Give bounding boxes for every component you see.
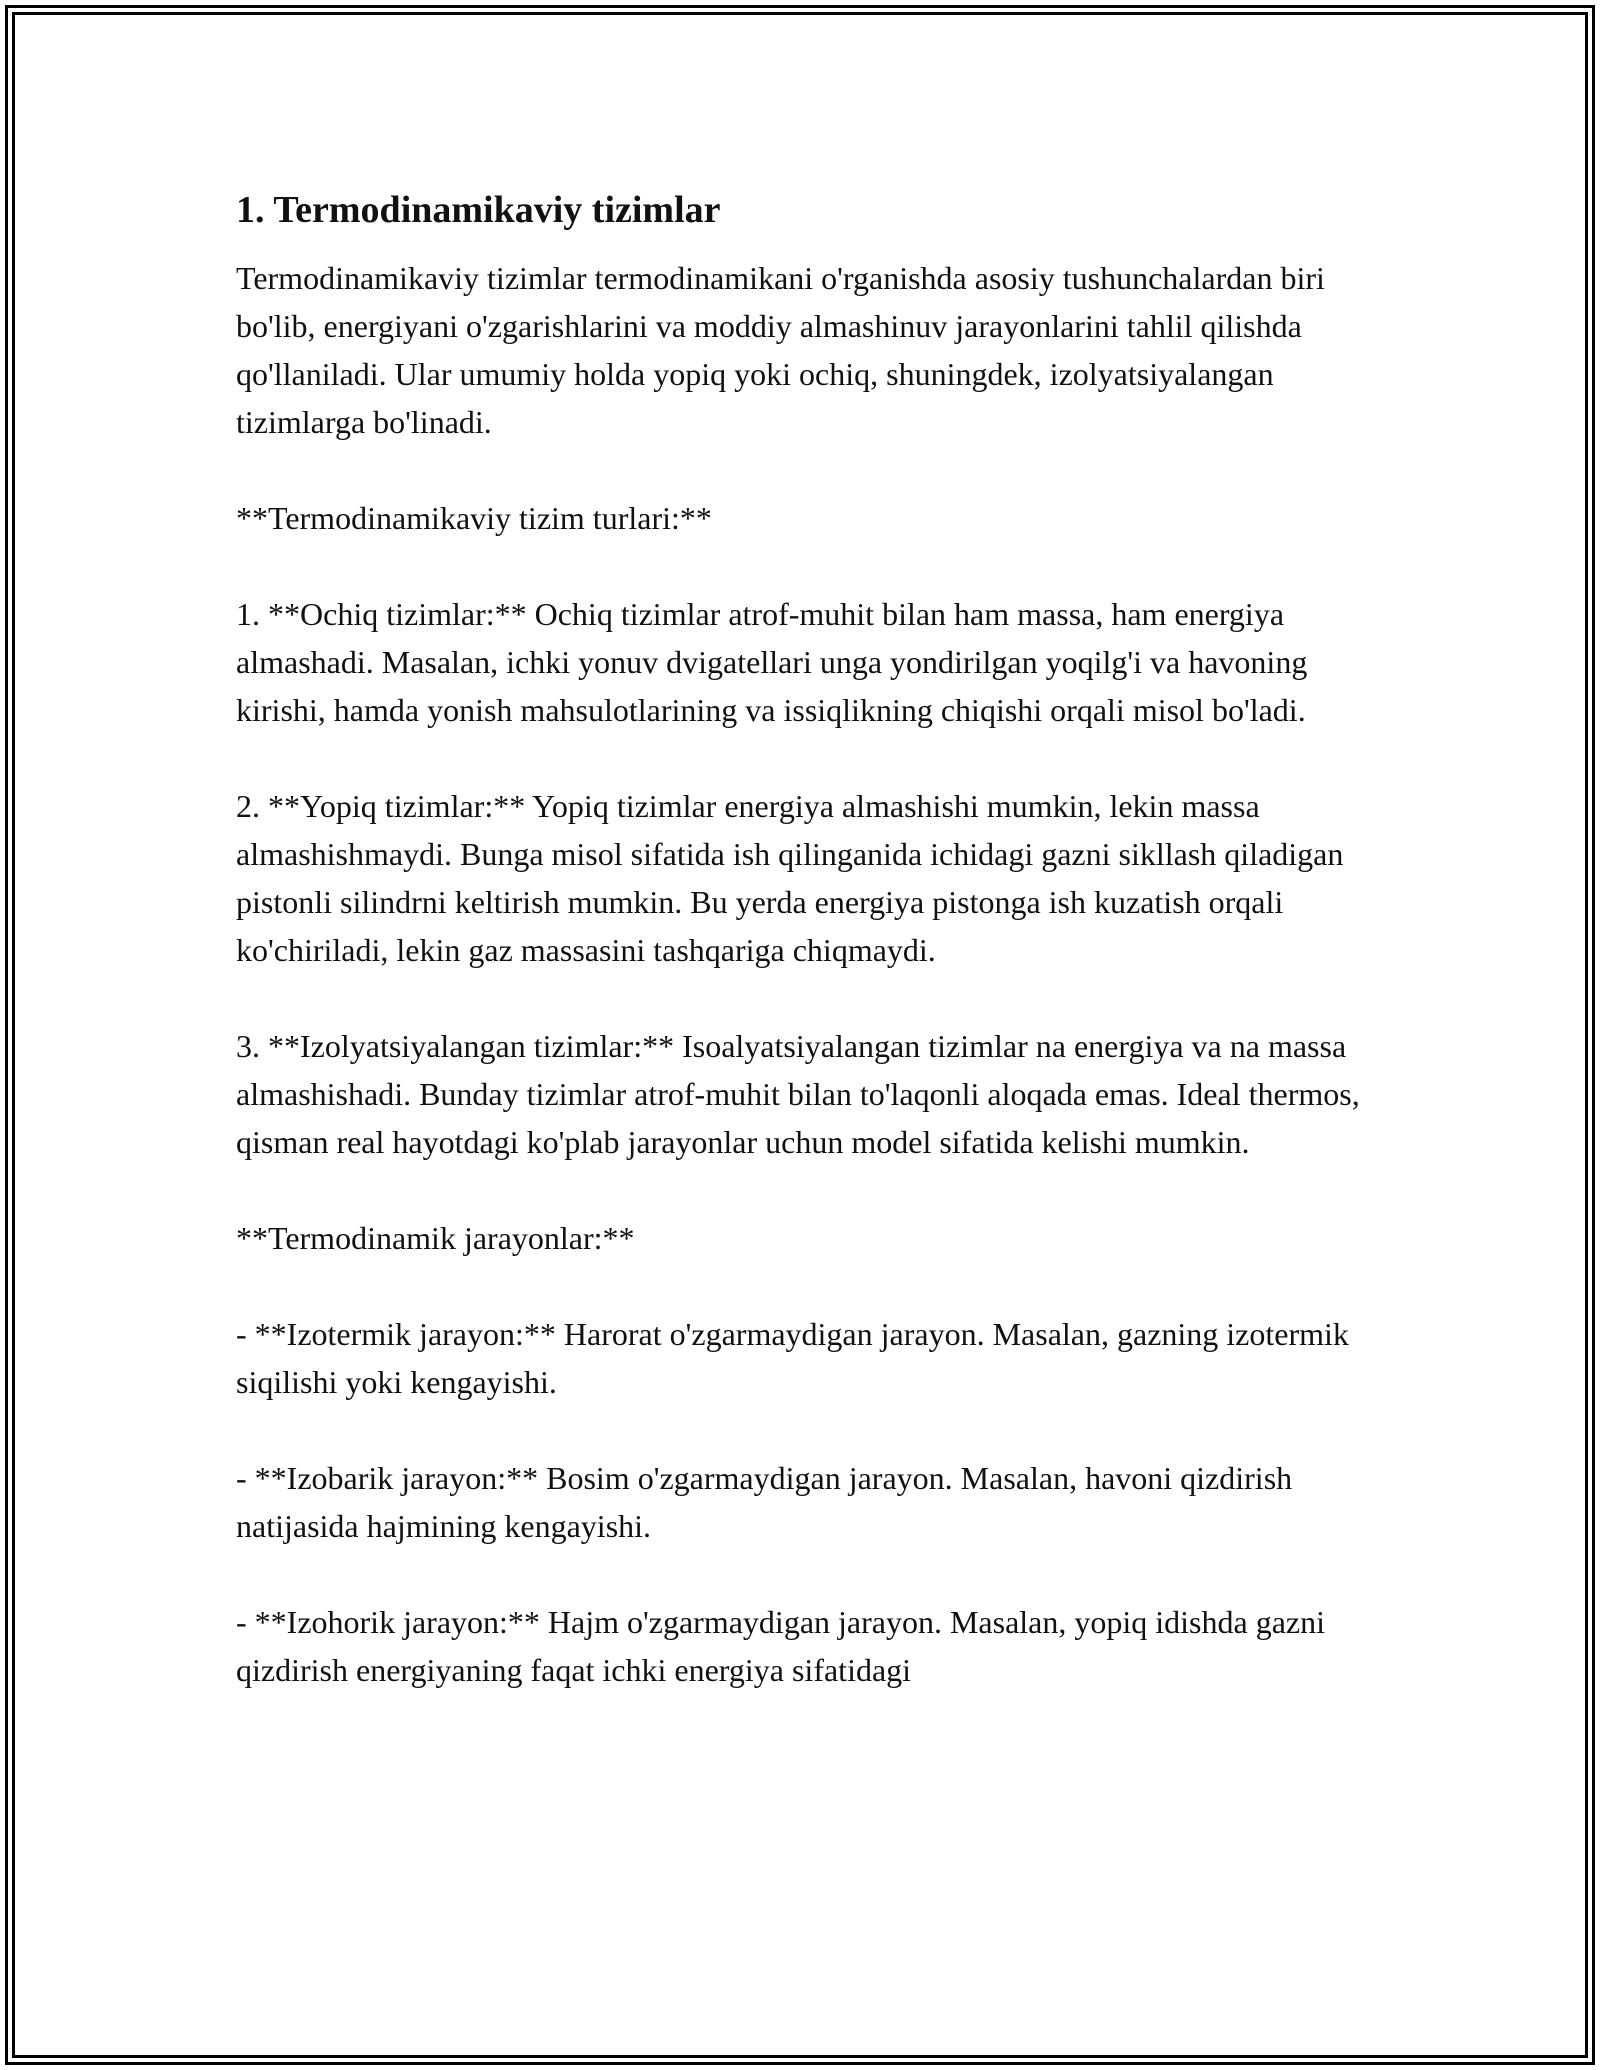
isobaric-process-item: - **Izobarik jarayon:** Bosim o'zgarmaydigan jarayon. Masalan, havoni qizdirish natijasida hajmining kengayishi.	[236, 1460, 1293, 1544]
open-systems-paragraph: 1. **Ochiq tizimlar:** Ochiq tizimlar atrof-muhit bilan ham massa, ham energiya almashadi. Masalan, ichki yonuv dvigatellari unga yondirilgan yoqilg'i va havoning kirishi, hamda yonish mahsulotlarining va issiqlikning chiqishi orqali misol bo'ladi.	[236, 596, 1308, 728]
intro-paragraph: Termodinamikaviy tizimlar termodinamikani o'rganishda asosiy tushunchalardan biri bo'lib, energiyani o'zgarishlarini va moddiy almashinuv jarayonlarini tahlil qilishda qo'llaniladi. Ular umumiy holda yopiq yoki ochiq, shuningdek, izolyatsiyalangan tizimlarga bo'linadi.	[236, 260, 1325, 440]
document-body	[236, 186, 1376, 1742]
section-heading: 1. Termodinamikaviy tizimlar	[236, 189, 721, 231]
isolated-systems-paragraph: 3. **Izolyatsiyalangan tizimlar:** Isoalyatsiyalangan tizimlar na energiya va na massa almashishadi. Bunday tizimlar atrof-muhit bilan to'laqonli aloqada emas. Ideal thermos, qisman real hayotdagi ko'plab jarayonlar uchun model sifatida kelishi mumkin.	[236, 1028, 1360, 1160]
processes-heading: **Termodinamik jarayonlar:**	[236, 1220, 635, 1256]
isochoric-process-item: - **Izohorik jarayon:** Hajm o'zgarmaydigan jarayon. Masalan, yopiq idishda gazni qizdirish energiyaning faqat ichki energiya sifatidagi	[236, 1604, 1325, 1688]
closed-systems-paragraph: 2. **Yopiq tizimlar:** Yopiq tizimlar energiya almashishi mumkin, lekin massa almashishmaydi. Bunga misol sifatida ish qilinganida ichidagi gazni sikllash qiladigan pistonli silindrni keltirish mumkin. Bu yerda energiya pistonga ish kuzatish orqali ko'chiriladi, lekin gaz massasini tashqariga chiqmaydi.	[236, 788, 1344, 968]
system-types-heading: **Termodinamikaviy tizim turlari:**	[236, 500, 712, 536]
isothermal-process-item: - **Izotermik jarayon:** Harorat o'zgarmaydigan jarayon. Masalan, gazning izotermik siqilishi yoki kengayishi.	[236, 1316, 1349, 1400]
